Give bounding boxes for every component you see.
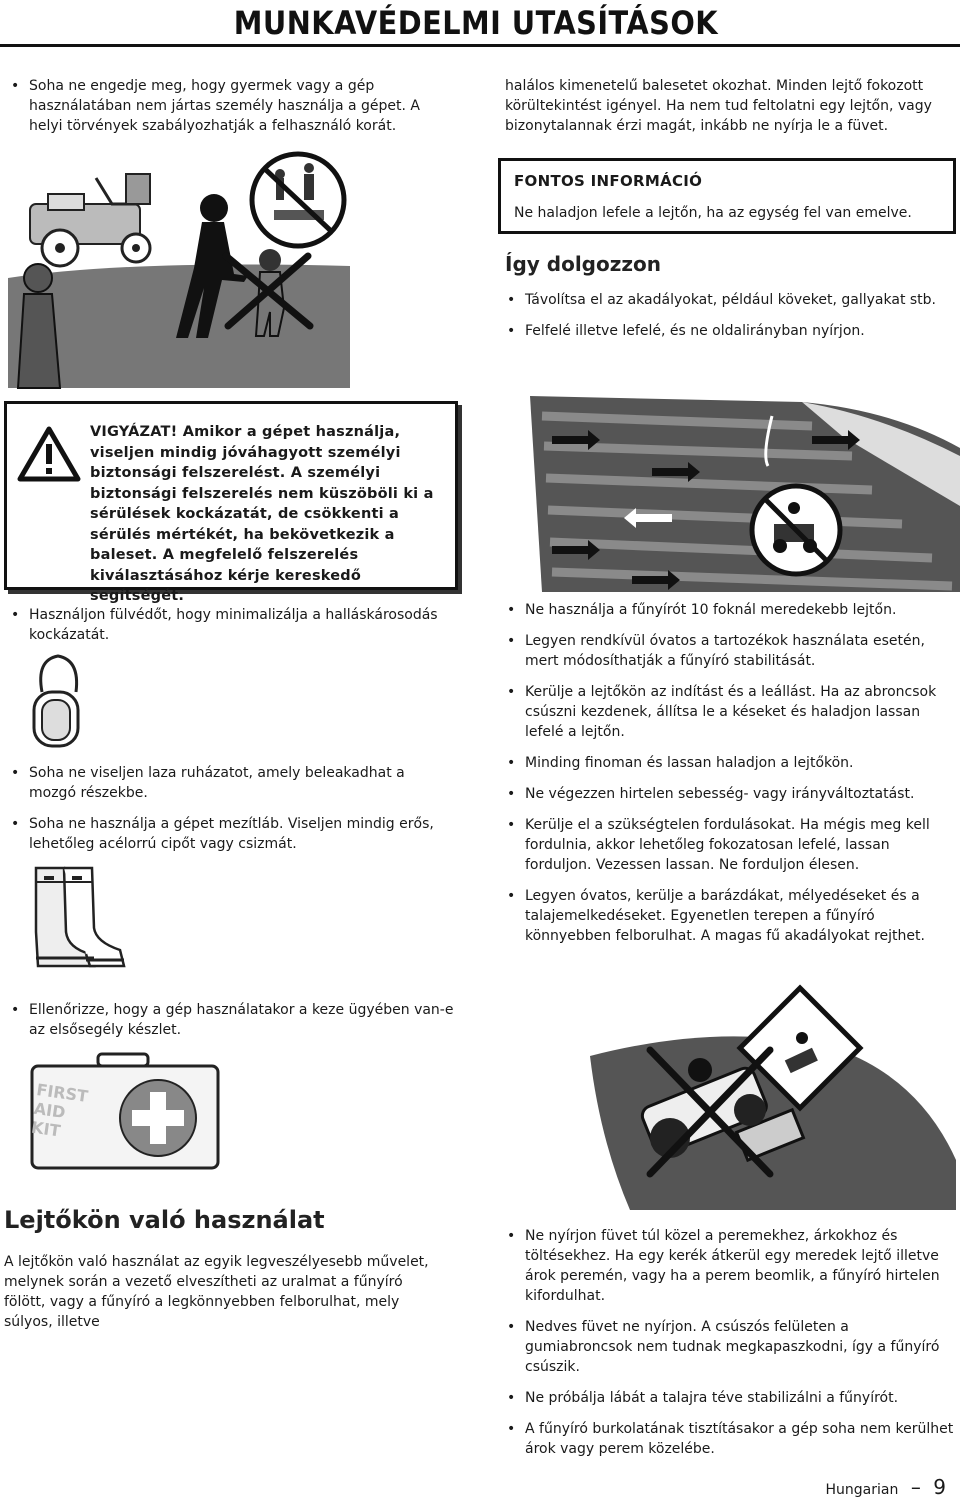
first-aid-bullet-list: [4, 1000, 454, 1051]
important-info-box: [498, 158, 956, 234]
slopes-continuation-text: halálos kimenetelű balesetet okozhat. Minden lejtő fokozott körültekintést igényel. Ha nem tud feltolatni egy lejtőn, vagy bizonytalannak érzi magát, inkább ne nyírja le a füvet.: [505, 78, 932, 134]
warning-triangle-icon: [17, 426, 81, 482]
title-rule: [0, 44, 960, 47]
rollover-illustration: [590, 960, 956, 1210]
first-aid-kit-illustration: [28, 1052, 228, 1172]
warning-text: Amikor a gépet használja, viseljen mindig jóváhagyott személyi biztonsági felszerelést. A személyi biztonsági felszerelés nem küszöböli ki a sérülések kockázatát, de csökkenti a sérülés mértékét, ha bekövetkezik a baleset. A megfelelő felszerelés kiválasztásához kérje kereskedő segítségét.: [90, 424, 434, 604]
first-aid-kit-icon: [28, 1052, 228, 1172]
edge-bullet-list: [500, 1226, 955, 1470]
important-info-text: Ne haladjon lefele a lejtőn, ha az egység fel van emelve.: [514, 205, 912, 221]
clothing-bullet-list: [4, 763, 454, 865]
list-item: • A fűnyíró burkolatának tisztításakor a gép soha nem kerülhet árok vagy perem közelébe.: [500, 1419, 955, 1459]
ear-protector-illustration: [28, 652, 88, 752]
list-item: • Ne nyírjon füvet túl közel a peremekhez, árkokhoz és töltésekhez. Ha egy kerék átkerül egy meredek lejtő illetve árok peremén, vagy ha a perem beomlik, a fűnyíró hirtelen kifordulhat.: [500, 1226, 955, 1306]
list-item: • Használjon fülvédőt, hogy minimalizálja a halláskárosodás kockázatát.: [4, 605, 454, 645]
slopes-heading: Lejtőkön való használat: [4, 1206, 325, 1234]
first-aid-kit-label: FIRST AID KIT: [30, 1080, 90, 1141]
list-item: • Távolítsa el az akadályokat, például köveket, gallyakat stb.: [500, 290, 955, 310]
list-item: • Minding finoman és lassan haladjon a lejtőkön.: [500, 753, 955, 773]
page-title: MUNKAVÉDELMI UTASÍTÁSOK: [233, 4, 718, 42]
list-item: • Felfelé illetve lefelé, és ne oldalirányban nyírjon.: [500, 321, 955, 341]
slope-bullet-list: [500, 600, 955, 957]
hearing-bullet-list: [4, 605, 454, 656]
page-number: 9: [933, 1475, 946, 1499]
list-item: • Soha ne viseljen laza ruházatot, amely beleakadhat a mozgó részekbe.: [4, 763, 454, 803]
no-crosswise-sign-icon: [752, 486, 840, 574]
tractor-icon: [30, 174, 150, 266]
important-info-title: FONTOS INFORMÁCIÓ: [514, 172, 703, 190]
slopes-intro-text: A lejtőkön való használat az egyik legveszélyesebb művelet, melynek során a vezető elveszítheti az uralmat a fűnyíró fölött, vagy a fűnyíró a legkönnyebben felborulhat, mely súlyos, illetve: [4, 1254, 429, 1330]
list-item: • Legyen óvatos, kerülje a barázdákat, mélyedéseket és a talajemelkedéseket. Egyenetlen terepen a fűnyíró könnyebben felborulhat. A magas fű akadályokat rejthet.: [500, 886, 955, 946]
boots-illustration: [24, 862, 134, 972]
children-bullet-list: [4, 76, 454, 147]
ear-protector-icon: [28, 652, 88, 752]
list-item: • Ne használja a fűnyírót 10 foknál meredekebb lejtőn.: [500, 600, 955, 620]
list-item: • Legyen rendkívül óvatos a tartozékok használata esetén, mert módosíthatják a fűnyíró stabilitását.: [500, 631, 955, 671]
warning-box: [4, 401, 458, 604]
warning-lead: VIGYÁZAT!: [90, 424, 178, 440]
footer-dash: –: [910, 1475, 921, 1499]
how-to-heading: Így dolgozzon: [505, 252, 661, 276]
list-item: • Soha ne engedje meg, hogy gyermek vagy a gép használatában nem jártas személy használja a gépet. A helyi törvények szabályozhatják a felhasználó korát.: [4, 76, 454, 136]
list-item: • Ellenőrizze, hogy a gép használatakor a keze ügyében van-e az elsősegély készlet.: [4, 1000, 454, 1040]
list-item: • Kerülje a lejtőkön az indítást és a leállást. Ha az abroncsok csúszni kezdenek, állítsa le a késeket és haladjon lassan lefelé a lejtőn.: [500, 682, 955, 742]
list-item: • Ne végezzen hirtelen sebesség- vagy irányváltoztatást.: [500, 784, 955, 804]
page-footer: [826, 1475, 946, 1499]
how-to-bullet-list: [500, 290, 955, 352]
slope-direction-illustration: [512, 396, 960, 592]
list-item: • Nedves füvet ne nyírjon. A csúszós felületen a gumiabroncsok nem tudnak megkapaszkodni, így a fűnyíró csúszik.: [500, 1317, 955, 1377]
safety-boots-icon: [24, 862, 134, 972]
list-item: • Soha ne használja a gépet mezítláb. Viseljen mindig erős, lehetőleg acélorrú cipőt vagy csizmát.: [4, 814, 454, 854]
mowing-direction-drawing: [512, 396, 960, 592]
children-illustration: [8, 148, 350, 388]
list-item: • Ne próbálja lábát a talajra téve stabilizálni a fűnyírót.: [500, 1388, 955, 1408]
no-children-sign-icon: [252, 154, 344, 246]
mower-rollover-drawing: [590, 960, 956, 1210]
footer-language: Hungarian: [825, 1482, 899, 1498]
child-near-tractor-drawing: [8, 148, 350, 388]
list-item: • Kerülje el a szükségtelen fordulásokat. Ha mégis meg kell fordulnia, akkor lehetőleg fokozatosan lefelé, lassan forduljon. Vezessen lassan. Ne forduljon élesen.: [500, 815, 955, 875]
